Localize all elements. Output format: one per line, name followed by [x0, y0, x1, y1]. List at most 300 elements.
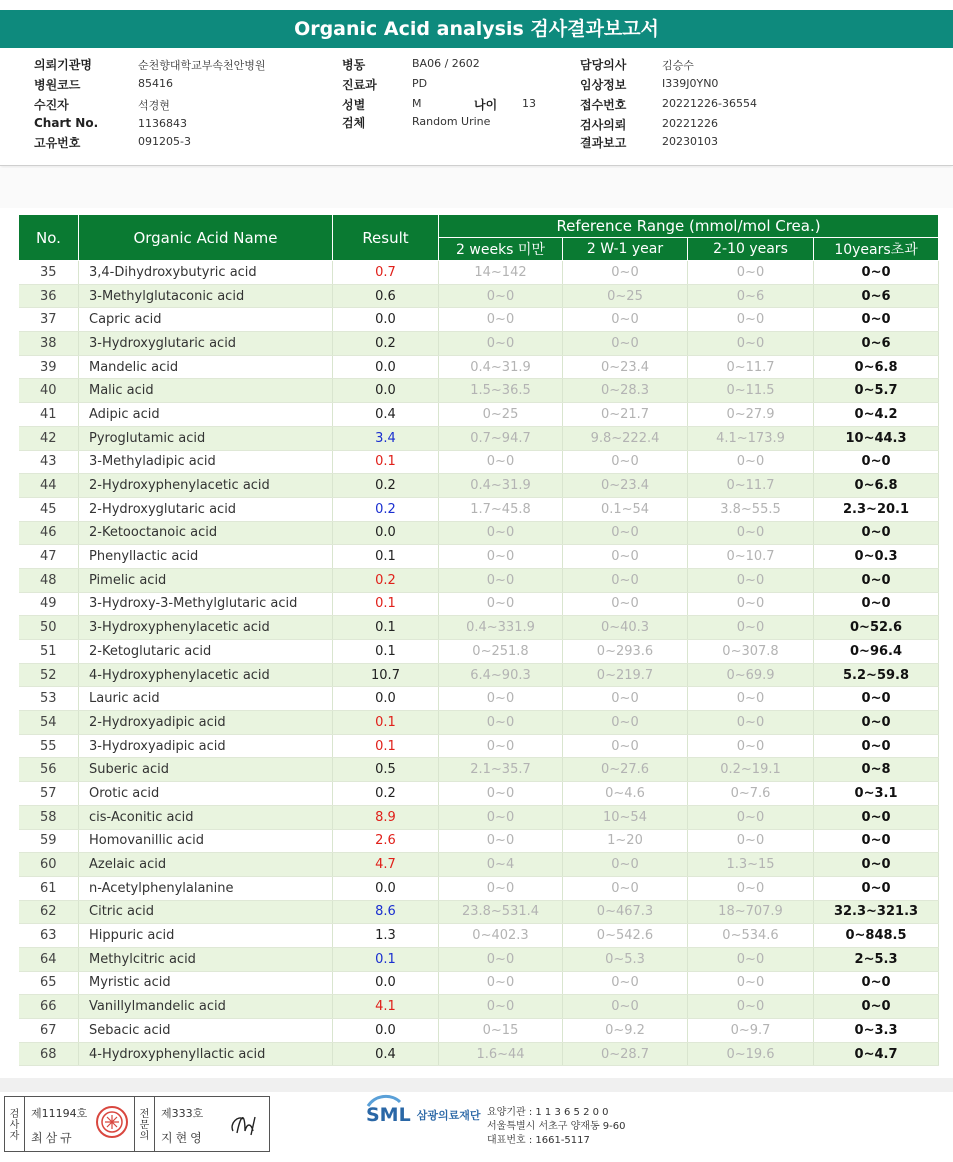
range-under-2-weeks: 0~0: [439, 782, 563, 806]
range-over-10y: 0~96.4: [814, 640, 939, 664]
result-value: 10.7: [333, 663, 439, 687]
range-under-2-weeks: 0~0: [439, 947, 563, 971]
result-value: 0.0: [333, 1019, 439, 1043]
info-value-request-date: 20221226: [662, 117, 718, 130]
range-under-2-weeks: 1.7~45.8: [439, 497, 563, 521]
range-over-10y: 32.3~321.3: [814, 900, 939, 924]
result-value: 0.0: [333, 308, 439, 332]
range-under-2-weeks: 0~251.8: [439, 640, 563, 664]
acid-name: 2-Ketoglutaric acid: [79, 640, 333, 664]
patient-info-panel: [0, 48, 953, 166]
range-2-10y: 0~0: [688, 568, 814, 592]
header-range-2-10y: 2-10 years: [688, 238, 814, 261]
table-row: [19, 971, 939, 995]
acid-name: 2-Ketooctanoic acid: [79, 521, 333, 545]
range-2w-1y: 0~40.3: [563, 616, 688, 640]
range-2-10y: 0~0: [688, 995, 814, 1019]
range-2w-1y: 0~0: [563, 592, 688, 616]
range-2-10y: 0~69.9: [688, 663, 814, 687]
results-table: [18, 214, 939, 1066]
header-range-2w-1y: 2 W-1 year: [563, 238, 688, 261]
range-2w-1y: 0~0: [563, 734, 688, 758]
info-value-department: PD: [412, 77, 428, 90]
info-label-doctor: 담당의사: [580, 58, 627, 72]
range-over-10y: 0~4.7: [814, 1042, 939, 1066]
range-under-2-weeks: 23.8~531.4: [439, 900, 563, 924]
row-number: 60: [19, 853, 79, 877]
table-row: [19, 640, 939, 664]
acid-name: 3-Hydroxy-3-Methylglutaric acid: [79, 592, 333, 616]
result-value: 0.1: [333, 545, 439, 569]
table-row: [19, 379, 939, 403]
stamp-specialist-name: 지현영: [161, 1131, 205, 1145]
info-label-chart-no: Chart No.: [34, 116, 99, 130]
range-over-10y: 0~6: [814, 284, 939, 308]
range-2w-1y: 1~20: [563, 829, 688, 853]
row-number: 65: [19, 971, 79, 995]
result-value: 0.2: [333, 332, 439, 356]
range-2-10y: 0~0: [688, 592, 814, 616]
results-body: [19, 261, 939, 1066]
range-2-10y: 0~7.6: [688, 782, 814, 806]
range-2-10y: 0~11.7: [688, 474, 814, 498]
range-over-10y: 0~6.8: [814, 474, 939, 498]
acid-name: 4-Hydroxyphenylacetic acid: [79, 663, 333, 687]
range-over-10y: 0~8: [814, 758, 939, 782]
row-number: 43: [19, 450, 79, 474]
range-2-10y: 0~11.7: [688, 355, 814, 379]
contact-line-code: 요양기관 : 1 1 3 6 5 2 0 0: [487, 1107, 609, 1118]
result-value: 0.0: [333, 971, 439, 995]
range-2w-1y: 0~0: [563, 521, 688, 545]
row-number: 52: [19, 663, 79, 687]
range-over-10y: 0~4.2: [814, 403, 939, 427]
range-2w-1y: 0~0: [563, 261, 688, 285]
info-value-ward: BA06 / 2602: [412, 57, 480, 70]
acid-name: cis-Aconitic acid: [79, 805, 333, 829]
range-over-10y: 0~5.7: [814, 379, 939, 403]
range-over-10y: 2.3~20.1: [814, 497, 939, 521]
row-number: 54: [19, 711, 79, 735]
range-2-10y: 0~27.9: [688, 403, 814, 427]
row-number: 55: [19, 734, 79, 758]
range-2w-1y: 0~23.4: [563, 474, 688, 498]
range-over-10y: 0~52.6: [814, 616, 939, 640]
info-value-receipt-no: 20221226-36554: [662, 97, 757, 110]
acid-name: 2-Hydroxyadipic acid: [79, 711, 333, 735]
table-row: [19, 426, 939, 450]
row-number: 47: [19, 545, 79, 569]
report-title: Organic Acid analysis 검사결과보고서: [0, 10, 953, 48]
stamp-specialist-license: 제333호: [161, 1107, 204, 1120]
range-over-10y: 10~44.3: [814, 426, 939, 450]
range-2-10y: 0~6: [688, 284, 814, 308]
table-row: [19, 805, 939, 829]
range-under-2-weeks: 0~0: [439, 805, 563, 829]
info-value-institution: 순천향대학교부속천안병원: [138, 59, 266, 72]
range-2w-1y: 0~0: [563, 853, 688, 877]
range-over-10y: 5.2~59.8: [814, 663, 939, 687]
result-value: 4.7: [333, 853, 439, 877]
acid-name: Mandelic acid: [79, 355, 333, 379]
info-value-patient: 석경현: [138, 99, 170, 112]
result-value: 4.1: [333, 995, 439, 1019]
table-row: [19, 734, 939, 758]
info-label-clinical-info: 임상정보: [580, 78, 627, 92]
table-row: [19, 829, 939, 853]
range-2-10y: 0~19.6: [688, 1042, 814, 1066]
range-over-10y: 0~0: [814, 711, 939, 735]
range-under-2-weeks: 0~0: [439, 592, 563, 616]
header-result: Result: [333, 215, 439, 261]
acid-name: Capric acid: [79, 308, 333, 332]
range-over-10y: 0~0: [814, 450, 939, 474]
row-number: 49: [19, 592, 79, 616]
range-over-10y: 0~0: [814, 829, 939, 853]
header-name: Organic Acid Name: [79, 215, 333, 261]
info-label-request-date: 검사의뢰: [580, 118, 627, 132]
row-number: 56: [19, 758, 79, 782]
sml-logo: [366, 1104, 480, 1126]
range-under-2-weeks: 0~0: [439, 995, 563, 1019]
range-2-10y: 4.1~173.9: [688, 426, 814, 450]
row-number: 40: [19, 379, 79, 403]
info-label-sex: 성별: [342, 98, 366, 112]
range-2w-1y: 0.1~54: [563, 497, 688, 521]
result-value: 0.1: [333, 711, 439, 735]
range-over-10y: 0~6: [814, 332, 939, 356]
range-under-2-weeks: 0.4~331.9: [439, 616, 563, 640]
table-row: [19, 497, 939, 521]
range-over-10y: 0~3.3: [814, 1019, 939, 1043]
result-value: 0.1: [333, 592, 439, 616]
range-over-10y: 0~0: [814, 521, 939, 545]
range-2-10y: 0~0: [688, 616, 814, 640]
acid-name: 3-Methylglutaconic acid: [79, 284, 333, 308]
table-row: [19, 758, 939, 782]
row-number: 66: [19, 995, 79, 1019]
table-row: [19, 900, 939, 924]
range-under-2-weeks: 0~402.3: [439, 924, 563, 948]
table-row: [19, 995, 939, 1019]
row-number: 51: [19, 640, 79, 664]
range-under-2-weeks: 0~0: [439, 568, 563, 592]
range-over-10y: 0~0: [814, 261, 939, 285]
row-number: 36: [19, 284, 79, 308]
range-over-10y: 0~0: [814, 568, 939, 592]
acid-name: 2-Hydroxyphenylacetic acid: [79, 474, 333, 498]
range-2-10y: 0~0: [688, 308, 814, 332]
row-number: 39: [19, 355, 79, 379]
range-over-10y: 0~0.3: [814, 545, 939, 569]
range-2w-1y: 0~0: [563, 971, 688, 995]
foundation-name: 삼광의료재단: [416, 1109, 481, 1122]
range-2-10y: 0~0: [688, 687, 814, 711]
info-label-unique-no: 고유번호: [34, 136, 81, 150]
range-2-10y: 0~0: [688, 332, 814, 356]
result-value: 1.3: [333, 924, 439, 948]
range-2-10y: 0~534.6: [688, 924, 814, 948]
range-over-10y: 0~6.8: [814, 355, 939, 379]
table-row: [19, 876, 939, 900]
info-label-patient: 수진자: [34, 98, 69, 112]
table-row: [19, 687, 939, 711]
acid-name: Azelaic acid: [79, 853, 333, 877]
row-number: 63: [19, 924, 79, 948]
range-over-10y: 0~3.1: [814, 782, 939, 806]
table-row: [19, 403, 939, 427]
range-over-10y: 0~0: [814, 853, 939, 877]
result-value: 0.4: [333, 403, 439, 427]
acid-name: Pyroglutamic acid: [79, 426, 333, 450]
table-row: [19, 308, 939, 332]
range-under-2-weeks: 0.7~94.7: [439, 426, 563, 450]
range-under-2-weeks: 1.5~36.5: [439, 379, 563, 403]
range-2-10y: 0~307.8: [688, 640, 814, 664]
sml-logo-text: SML: [366, 1104, 411, 1126]
info-label-receipt-no: 접수번호: [580, 98, 627, 112]
range-under-2-weeks: 0~25: [439, 403, 563, 427]
acid-name: Hippuric acid: [79, 924, 333, 948]
table-row: [19, 1042, 939, 1066]
range-2w-1y: 0~4.6: [563, 782, 688, 806]
info-value-clinical-info: I339J0YN0: [662, 77, 719, 90]
range-over-10y: 0~0: [814, 876, 939, 900]
range-2-10y: 0~0: [688, 711, 814, 735]
range-2w-1y: 0~28.7: [563, 1042, 688, 1066]
info-label-report-date: 결과보고: [580, 136, 627, 150]
signature-icon: [225, 1109, 265, 1141]
result-value: 0.7: [333, 261, 439, 285]
row-number: 45: [19, 497, 79, 521]
table-row: [19, 474, 939, 498]
info-label-department: 진료과: [342, 78, 377, 92]
acid-name: Homovanillic acid: [79, 829, 333, 853]
table-row: [19, 616, 939, 640]
stamp-examiner-license: 제11194호: [31, 1107, 88, 1120]
info-value-specimen: Random Urine: [412, 115, 491, 128]
acid-name: Pimelic acid: [79, 568, 333, 592]
table-row: [19, 924, 939, 948]
result-value: 8.9: [333, 805, 439, 829]
range-2w-1y: 0~0: [563, 308, 688, 332]
range-2w-1y: 0~0: [563, 995, 688, 1019]
acid-name: 4-Hydroxyphenyllactic acid: [79, 1042, 333, 1066]
result-value: 0.2: [333, 474, 439, 498]
range-2-10y: 0.2~19.1: [688, 758, 814, 782]
info-value-chart-no: 1136843: [138, 117, 187, 130]
acid-name: 3-Hydroxyphenylacetic acid: [79, 616, 333, 640]
row-number: 35: [19, 261, 79, 285]
range-2-10y: 0~0: [688, 521, 814, 545]
header-range-under-2-weeks: 2 weeks 미만: [439, 238, 563, 261]
acid-name: 3-Methyladipic acid: [79, 450, 333, 474]
range-under-2-weeks: 0~15: [439, 1019, 563, 1043]
range-2-10y: 0~0: [688, 805, 814, 829]
stamp-examiner-cell: [25, 1097, 135, 1151]
footer-band: [0, 1078, 953, 1092]
acid-name: Methylcitric acid: [79, 947, 333, 971]
range-over-10y: 0~0: [814, 971, 939, 995]
range-2w-1y: 0~9.2: [563, 1019, 688, 1043]
acid-name: Sebacic acid: [79, 1019, 333, 1043]
info-label-age: 나이: [474, 98, 498, 112]
range-under-2-weeks: 0~0: [439, 450, 563, 474]
result-value: 0.2: [333, 497, 439, 521]
range-under-2-weeks: 6.4~90.3: [439, 663, 563, 687]
range-2-10y: 0~0: [688, 450, 814, 474]
range-over-10y: 0~0: [814, 995, 939, 1019]
result-value: 0.2: [333, 782, 439, 806]
row-number: 41: [19, 403, 79, 427]
acid-name: 3,4-Dihydroxybutyric acid: [79, 261, 333, 285]
row-number: 67: [19, 1019, 79, 1043]
range-2-10y: 0~9.7: [688, 1019, 814, 1043]
range-2w-1y: 0~0: [563, 568, 688, 592]
acid-name: Vanillylmandelic acid: [79, 995, 333, 1019]
logo-swoosh-icon: [366, 1094, 402, 1108]
info-label-institution: 의뢰기관명: [34, 58, 92, 72]
result-value: 0.0: [333, 521, 439, 545]
row-number: 46: [19, 521, 79, 545]
info-value-doctor: 김승수: [662, 59, 694, 72]
acid-name: Orotic acid: [79, 782, 333, 806]
range-2w-1y: 0~28.3: [563, 379, 688, 403]
seal-icon: [95, 1105, 129, 1139]
range-2w-1y: 0~0: [563, 450, 688, 474]
result-value: 8.6: [333, 900, 439, 924]
result-value: 0.1: [333, 947, 439, 971]
range-2w-1y: 0~5.3: [563, 947, 688, 971]
signature-stamp: [4, 1096, 270, 1152]
row-number: 61: [19, 876, 79, 900]
stamp-specialist-cell: [155, 1097, 269, 1151]
range-2-10y: 0~0: [688, 876, 814, 900]
range-under-2-weeks: 0~0: [439, 711, 563, 735]
row-number: 64: [19, 947, 79, 971]
range-under-2-weeks: 0~0: [439, 308, 563, 332]
range-over-10y: 2~5.3: [814, 947, 939, 971]
table-row: [19, 782, 939, 806]
range-2w-1y: 0~0: [563, 876, 688, 900]
result-value: 0.1: [333, 616, 439, 640]
row-number: 44: [19, 474, 79, 498]
row-number: 38: [19, 332, 79, 356]
info-label-hospital-code: 병원코드: [34, 78, 81, 92]
result-value: 0.1: [333, 734, 439, 758]
table-row: [19, 568, 939, 592]
range-under-2-weeks: 0~4: [439, 853, 563, 877]
stamp-examiner-name: 최삼규: [31, 1131, 75, 1145]
range-under-2-weeks: 0.4~31.9: [439, 355, 563, 379]
row-number: 37: [19, 308, 79, 332]
result-value: 0.2: [333, 568, 439, 592]
table-row: [19, 663, 939, 687]
range-2w-1y: 0~219.7: [563, 663, 688, 687]
row-number: 53: [19, 687, 79, 711]
range-under-2-weeks: 14~142: [439, 261, 563, 285]
result-value: 0.5: [333, 758, 439, 782]
range-2w-1y: 9.8~222.4: [563, 426, 688, 450]
range-2w-1y: 0~467.3: [563, 900, 688, 924]
table-row: [19, 450, 939, 474]
range-under-2-weeks: 0~0: [439, 829, 563, 853]
range-under-2-weeks: 0~0: [439, 971, 563, 995]
range-under-2-weeks: 0~0: [439, 734, 563, 758]
table-row: [19, 853, 939, 877]
acid-name: Malic acid: [79, 379, 333, 403]
range-2w-1y: 0~293.6: [563, 640, 688, 664]
range-2-10y: 1.3~15: [688, 853, 814, 877]
table-row: [19, 1019, 939, 1043]
range-over-10y: 0~848.5: [814, 924, 939, 948]
range-under-2-weeks: 0~0: [439, 521, 563, 545]
result-value: 0.1: [333, 640, 439, 664]
range-under-2-weeks: 0~0: [439, 284, 563, 308]
info-value-report-date: 20230103: [662, 135, 718, 148]
stamp-label-examiner: 검사자: [5, 1097, 25, 1151]
result-value: 0.0: [333, 687, 439, 711]
range-2-10y: 0~0: [688, 261, 814, 285]
info-label-specimen: 검체: [342, 116, 366, 130]
range-under-2-weeks: 2.1~35.7: [439, 758, 563, 782]
stamp-label-specialist: 전문의: [135, 1097, 155, 1151]
table-row: [19, 261, 939, 285]
result-value: 2.6: [333, 829, 439, 853]
table-row: [19, 711, 939, 735]
info-value-hospital-code: 85416: [138, 77, 173, 90]
acid-name: Adipic acid: [79, 403, 333, 427]
range-2-10y: 0~0: [688, 829, 814, 853]
acid-name: n-Acetylphenylalanine: [79, 876, 333, 900]
table-row: [19, 284, 939, 308]
table-row: [19, 947, 939, 971]
info-value-sex: M: [412, 97, 422, 110]
result-value: 0.4: [333, 1042, 439, 1066]
row-number: 57: [19, 782, 79, 806]
result-value: 0.0: [333, 876, 439, 900]
range-2w-1y: 0~25: [563, 284, 688, 308]
acid-name: 2-Hydroxyglutaric acid: [79, 497, 333, 521]
result-value: 0.6: [333, 284, 439, 308]
row-number: 42: [19, 426, 79, 450]
table-row: [19, 521, 939, 545]
contact-info: [487, 1106, 626, 1148]
range-2-10y: 3.8~55.5: [688, 497, 814, 521]
table-row: [19, 332, 939, 356]
acid-name: Citric acid: [79, 900, 333, 924]
range-2w-1y: 0~0: [563, 545, 688, 569]
acid-name: Phenyllactic acid: [79, 545, 333, 569]
range-over-10y: 0~0: [814, 308, 939, 332]
acid-name: 3-Hydroxyadipic acid: [79, 734, 333, 758]
result-value: 0.0: [333, 379, 439, 403]
range-2-10y: 0~0: [688, 947, 814, 971]
range-over-10y: 0~0: [814, 734, 939, 758]
result-value: 0.1: [333, 450, 439, 474]
range-under-2-weeks: 0~0: [439, 332, 563, 356]
range-over-10y: 0~0: [814, 592, 939, 616]
header-reference-range: Reference Range (mmol/mol Crea.): [439, 215, 939, 238]
row-number: 62: [19, 900, 79, 924]
row-number: 50: [19, 616, 79, 640]
row-number: 58: [19, 805, 79, 829]
acid-name: Suberic acid: [79, 758, 333, 782]
acid-name: Myristic acid: [79, 971, 333, 995]
range-over-10y: 0~0: [814, 687, 939, 711]
range-2w-1y: 0~0: [563, 687, 688, 711]
range-under-2-weeks: 0~0: [439, 687, 563, 711]
